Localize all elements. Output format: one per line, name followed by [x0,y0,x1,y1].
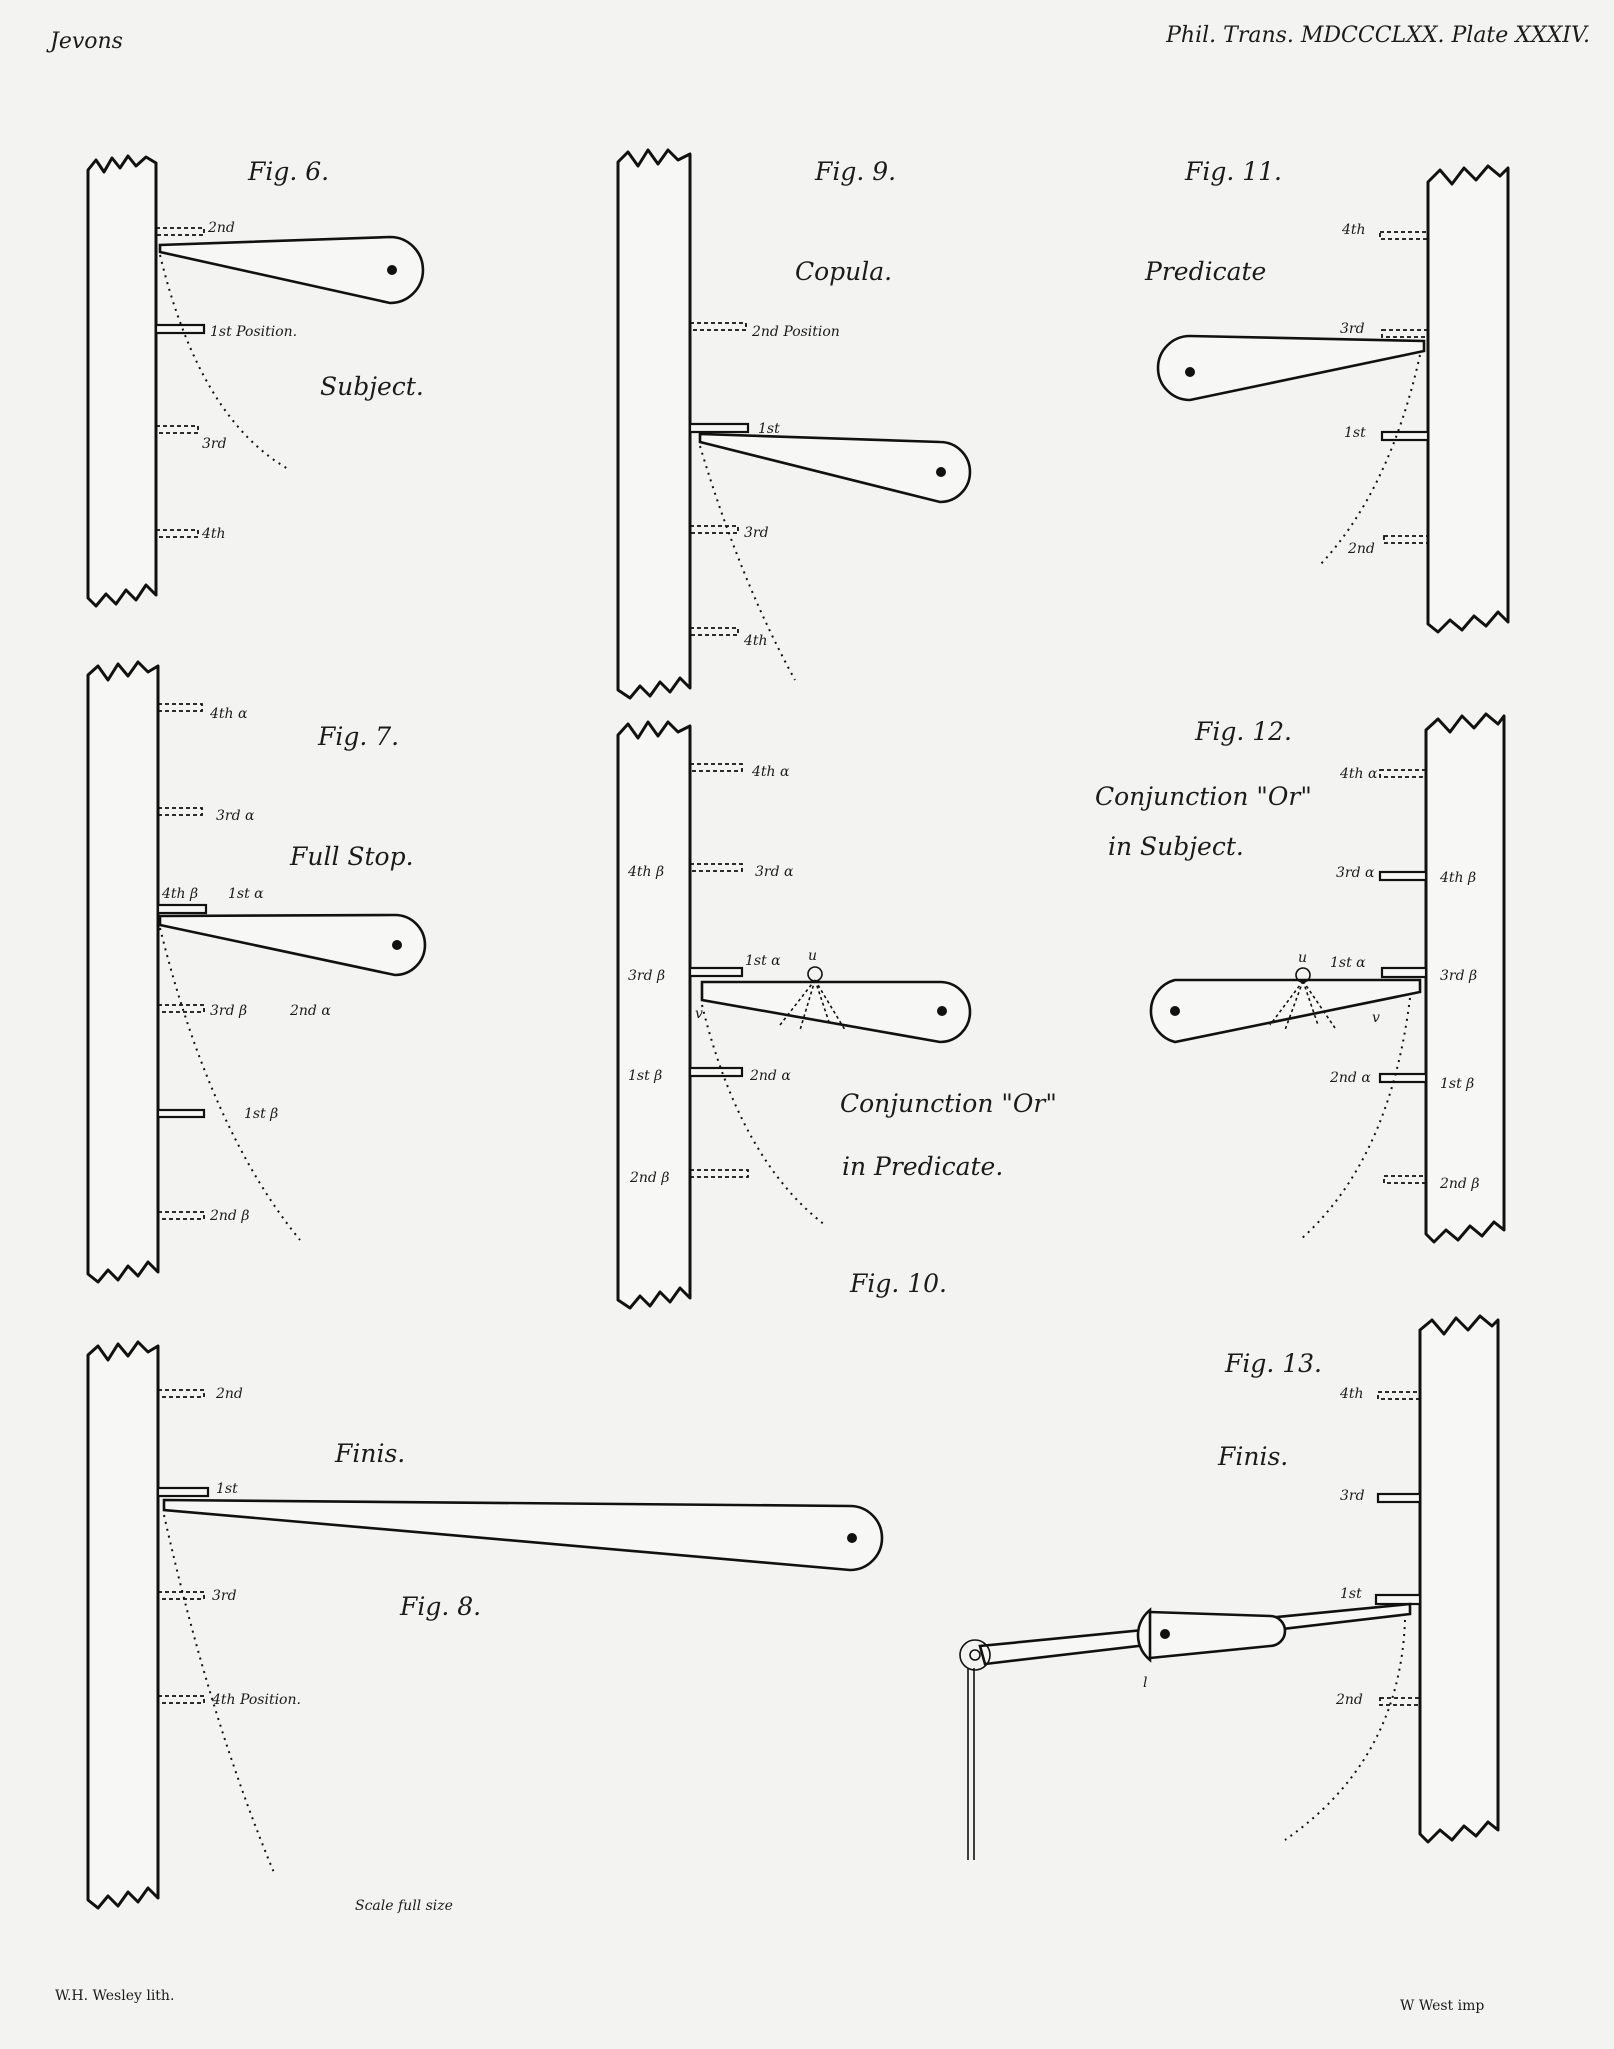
fig13-lever [1138,1610,1285,1660]
fig10-stop-third-beta [690,968,742,976]
fig11-title: Fig. 11. [1185,157,1282,186]
fig6-pivot [387,265,397,275]
fig12-label-fourth-beta: 4th β [1440,870,1477,886]
fig7-pivot [392,940,402,950]
fig13-caption: Finis. [1218,1442,1289,1471]
fig10-stop-second-beta [690,1170,748,1177]
fig12-stop-first-alpha [1382,968,1426,977]
fig13-stop-fourth [1378,1392,1420,1399]
fig12-label-u: u [1298,950,1308,966]
fig12-caption-line2: in Subject. [1108,832,1244,861]
fig11-label-fourth: 4th [1342,222,1366,238]
fig12-label-third-beta: 3rd β [1440,968,1478,984]
fig7-label-first-alpha: 1st α [228,886,264,902]
fig8-pivot [847,1533,857,1543]
fig12-label-third-alpha: 3rd α [1336,865,1375,881]
fig9-wall [618,150,690,698]
fig6-stop-first [156,325,204,333]
fig12-label-second-alpha: 2nd α [1330,1070,1371,1086]
fig10-label-fourth-alpha: 4th α [752,764,790,780]
fig7-swing-arc [160,928,300,1240]
fig12-swing-arc [1300,998,1410,1240]
author-name: Jevons [50,29,123,54]
fig12-stop-second-beta [1384,1176,1426,1183]
fig10-label-u: u [808,948,818,964]
fig9-stop-second [690,323,746,330]
fig11-stop-fourth [1380,232,1428,239]
fig12-label-second-beta: 2nd β [1440,1176,1480,1192]
fig10-stop-fourth-alpha [690,764,742,771]
fig6-lever [160,237,423,303]
fig6-stop-fourth [156,530,198,537]
fig7-stop-fourth-beta [158,905,206,913]
fig10-pin-u [808,967,822,981]
fig6-caption: Subject. [320,372,424,401]
plate-title: Phil. Trans. MDCCCLXX. Plate XXXIV. [1166,23,1590,48]
fig6-label-first: 1st Position. [210,324,298,340]
fig13-stop-second [1380,1698,1420,1705]
fig9-stop-third [690,526,738,533]
fig11-stop-first [1382,432,1428,440]
fig7-wall [88,662,158,1282]
fig7-title: Fig. 7. [318,722,400,751]
fig8-caption: Finis. [335,1439,406,1468]
fig13-stop-first [1376,1595,1420,1604]
fig8-stop-first [158,1488,208,1496]
fig13-pivot [1160,1629,1170,1639]
fig13-title: Fig. 13. [1225,1349,1322,1378]
fig12-label-v: v [1372,1010,1380,1026]
fig10-lever [702,982,970,1042]
fig10-label-second-alpha: 2nd α [750,1068,791,1084]
fig11-wall [1428,166,1508,632]
fig8-stop-fourth [158,1696,204,1703]
fig13-label-second: 2nd [1336,1692,1363,1708]
fig8-wall [88,1342,158,1908]
fig7-stop-first-beta [158,1110,204,1117]
fig12-pivot [1170,1006,1180,1016]
fig7-stop-fourth-alpha [158,704,202,711]
fig9-caption: Copula. [795,257,893,286]
fig7-stop-third-beta [158,1005,204,1012]
fig9-title: Fig. 9. [815,157,897,186]
fig13-stop-third [1378,1494,1420,1502]
fig9-label-fourth: 4th [744,633,768,649]
fig11-pivot [1185,367,1195,377]
fig10-label-v: v [695,1006,703,1022]
fig11 [1144,157,1508,632]
fig10-stop-third-alpha [690,864,742,871]
fig10-label-first-beta: 1st β [628,1068,663,1084]
fig12-label-first-beta: 1st β [1440,1076,1475,1092]
fig10-label-first-alpha: 1st α [745,953,781,969]
scale-note: Scale full size [355,1898,453,1914]
fig11-lever [1158,336,1424,400]
fig9-stop-fourth [690,628,738,635]
fig11-stop-second [1384,536,1428,543]
fig12-label-first-alpha: 1st α [1330,955,1366,971]
fig7-label-fourth-alpha: 4th α [210,706,248,722]
fig11-label-third: 3rd [1340,321,1365,337]
fig12 [1095,714,1504,1242]
printer-credit: W West imp [1400,1998,1485,2014]
fig10-pivot [937,1006,947,1016]
fig6-stop-third [156,426,198,433]
fig12-stop-fourth-alpha [1380,770,1426,777]
fig13-wheel-hub [970,1650,980,1660]
fig8-stop-third [158,1592,204,1599]
fig12-label-fourth-alpha: 4th α [1340,766,1378,782]
fig9-pivot [936,467,946,477]
fig7-caption: Full Stop. [290,842,414,871]
fig9-label-third: 3rd [744,525,769,541]
fig7-lever [160,915,425,975]
fig8-label-second: 2nd [216,1386,243,1402]
fig6-label-second: 2nd [208,220,235,236]
fig12-caption-line1: Conjunction "Or" [1095,782,1312,811]
fig9 [618,150,970,698]
fig6-label-third: 3rd [202,436,227,452]
fig8 [88,1342,882,1908]
fig8-lever [164,1500,882,1570]
fig11-caption: Predicate [1145,257,1267,286]
fig10-stop-second-alpha [690,1068,742,1076]
lithographer-credit: W.H. Wesley lith. [55,1988,175,2004]
fig13 [960,1316,1498,1860]
fig13-label-first: 1st [1340,1586,1362,1602]
fig7-label-third-beta: 3rd β [210,1003,248,1019]
fig7-label-fourth-beta: 4th β [162,886,199,902]
fig8-label-third: 3rd [212,1588,237,1604]
fig13-rod [968,1668,974,1860]
fig8-label-first: 1st [216,1481,238,1497]
fig6-wall [88,156,156,606]
fig12-stop-third-alpha [1380,872,1426,880]
fig13-wall [1420,1316,1498,1842]
fig7-label-second-beta: 2nd β [210,1208,250,1224]
fig10 [618,722,1057,1308]
fig8-label-fourth: 4th Position. [212,1692,301,1708]
fig7-label-second-alpha: 2nd α [290,1003,331,1019]
fig8-stop-second [158,1390,204,1397]
fig13-label-l: l [1143,1675,1148,1691]
fig7-label-first-beta: 1st β [244,1106,279,1122]
fig9-label-second: 2nd Position [752,324,840,340]
fig10-title: Fig. 10. [850,1269,947,1298]
fig10-label-second-beta: 2nd β [630,1170,670,1186]
fig10-caption-line1: Conjunction "Or" [840,1089,1057,1118]
fig9-lever [700,434,970,502]
fig10-caption-line2: in Predicate. [842,1152,1004,1181]
fig10-swing-arc [702,1005,825,1225]
fig13-label-third: 3rd [1340,1488,1365,1504]
fig9-label-first: 1st [758,421,780,437]
fig6-title: Fig. 6. [248,157,330,186]
fig6-label-fourth: 4th [202,526,226,542]
fig11-stop-third [1382,330,1428,337]
fig13-swing-arc [1285,1620,1405,1840]
fig7 [88,662,425,1282]
fig13-label-fourth: 4th [1340,1386,1364,1402]
fig10-label-third-alpha: 3rd α [755,864,794,880]
fig10-label-third-beta: 3rd β [628,968,666,984]
fig9-stop-first [690,424,748,432]
fig10-label-fourth-beta: 4th β [628,864,665,880]
fig6-stop-second [156,228,204,235]
fig12-title: Fig. 12. [1195,717,1292,746]
fig7-stop-second-beta [158,1212,204,1219]
fig11-label-first: 1st [1344,425,1366,441]
fig11-swing-arc [1320,355,1420,565]
fig8-title: Fig. 8. [400,1592,482,1621]
fig11-label-second: 2nd [1348,541,1375,557]
fig12-stop-second-alpha [1380,1074,1426,1082]
fig7-label-third-alpha: 3rd α [216,808,255,824]
fig6 [88,156,424,606]
fig7-stop-third-alpha [158,808,202,815]
fig10-wall [618,722,690,1308]
